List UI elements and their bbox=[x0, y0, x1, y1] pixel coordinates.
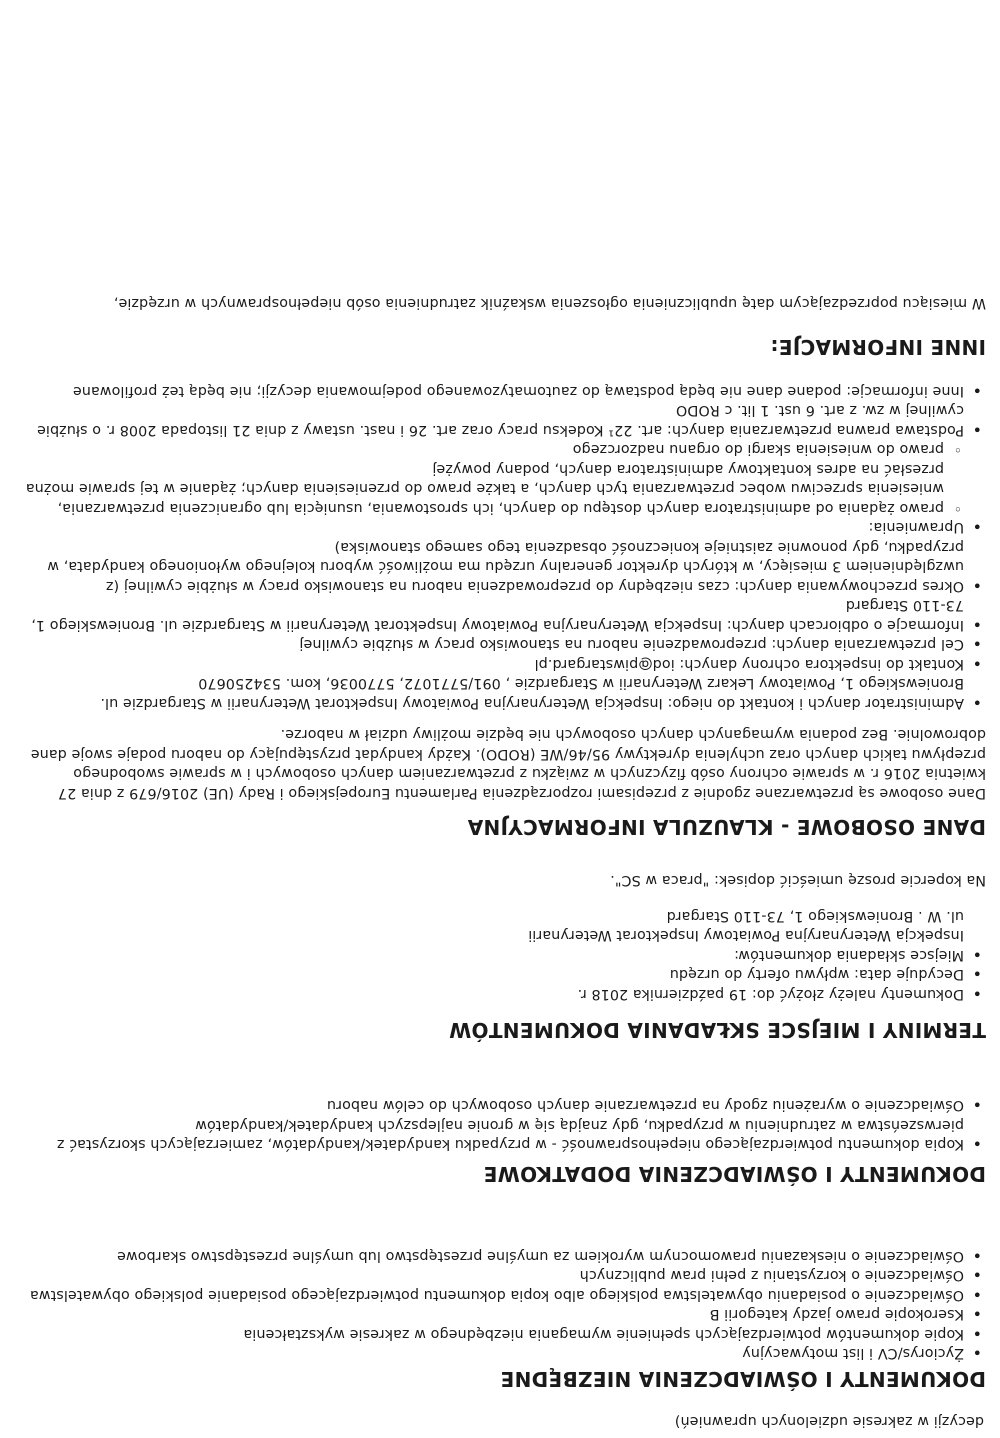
list-item: • Podstawa prawna przetwarzania danych: art. 22¹ Kodeksu pracy oraz art. 26 i nast. ustawy z dnia 21 listopada 2008 r. o służbie cywilnej w zw. z art. 6 ust. 1 lit. c RODO bbox=[24, 400, 986, 439]
list-item: • Kopie dokumentów potwierdzających spełnienie wymagania niezbędnego w zakresie wykształcenia bbox=[24, 1324, 986, 1344]
gdpr-intro: Dane osobowe są przetwarzane zgodnie z przepisami rozporządzenia Parlamentu Europejskiego i Rady (UE) 2016/679 z dnia 27 kwietnia 2016 r. w sprawie ochrony osób fizycznych w związku z przetwarzaniem danych osobowych i w sprawie swobodnego przepływu takich danych oraz uchylenia dyrektywy 95/46/WE (RODO). Każdy kandydat przystępujący do naboru podaje swoje dane dobrowolnie. Bez podania wymaganych danych osobowych nie będzie możliwy udział w naborze. bbox=[30, 726, 986, 801]
other-info-text: W miesiącu poprzedzającym datę upublicznienia ogłoszenia wskaźnik zatrudnienia osób niepełnosprawnych w urzędzie, bbox=[113, 295, 986, 312]
deadlines-list bbox=[24, 945, 986, 1004]
list-item: • Oświadczenie o wyrażeniu zgody na przetwarzanie danych osobowych do celów naboru bbox=[24, 1095, 986, 1115]
gdpr-list bbox=[24, 517, 986, 712]
previous-page-fragment: decyzji w zakresie udzielonych uprawnień) bbox=[674, 1413, 984, 1429]
sub-list-item: ◦ prawo do wniesienia skargi do organu nadzorczego bbox=[24, 439, 962, 459]
section-heading-other-info: INNE INFORMACJE: bbox=[770, 335, 986, 360]
envelope-note: Na kopercie proszę umieścić dopisek: "praca w SC". bbox=[610, 872, 986, 889]
rights-sublist bbox=[24, 439, 986, 517]
list-item: • Kopia dokumentu potwierdzającego niepełnosprawność - w przypadku kandydatek/kandydatów, zamierzających skorzystać z pierwszeństwa w zatrudnieniu w przypadku, gdy znajdą się w gronie najlepszych kandydatek/kandydatów bbox=[24, 1115, 986, 1154]
additional-documents-list bbox=[24, 1095, 986, 1154]
list-item: • Kserokopie prawo jazdy kategorii B bbox=[24, 1304, 986, 1324]
address-line: ul. W . Broniewskiego 1, 73-110 Stargard bbox=[666, 908, 964, 924]
list-item: • Oświadczenie o nieskazaniu prawomocnym wyrokiem za umyślne przestępstwo lub umyślne przestępstwo skarbowe bbox=[24, 1246, 986, 1266]
list-item: • Okres przechowywania danych: czas niezbędny do przeprowadzenia naboru na stanowisko pracy w służbie cywilnej (z uwzględnieniem 3 miesięcy, w których dyrektor generalny urzędu ma możliwość wyboru kolejnego wyłonionego kandydata, w przypadku, gdy ponownie zaistnieje konieczność obsadzenia tego samego stanowiska) bbox=[24, 537, 986, 596]
list-item: • Kontakt do inspektora ochrony danych: iod@piwstargard.pl bbox=[24, 654, 986, 674]
gdpr-list-continued bbox=[24, 381, 986, 440]
list-item: • Oświadczenie o posiadaniu obywatelstwa polskiego albo kopia dokumentu potwierdzającego posiadanie polskiego obywatelstwa bbox=[24, 1285, 986, 1305]
list-item: • Miejsce składania dokumentów: bbox=[24, 945, 986, 965]
list-item: • Życiorys/CV i list motywacyjny bbox=[24, 1343, 986, 1363]
list-item: • Dokumenty należy złożyć do: 19 października 2018 r. bbox=[24, 984, 986, 1004]
address-line: Inspekcja Weterynaryjna Powiatowy Inspektorat Weterynarii bbox=[528, 927, 964, 944]
sub-list-item: ◦ prawo żądania od administratora danych dostępu do danych, ich sprostowania, usunięcia lub ograniczenia przetwarzania, wniesienia sprzeciwu wobec przetwarzania tych danych, a także prawo do przeniesienia danych; żądanie w tej sprawie można przesłać na adres kontaktowy administratora danych, podany powyżej bbox=[24, 459, 962, 518]
list-item: • Decyduje data: wpływu oferty do urzędu bbox=[24, 964, 986, 984]
submission-address bbox=[24, 906, 986, 945]
section-heading-personal-data: DANE OSOBOWE - KLAUZULA INFORMACYJNA bbox=[467, 815, 986, 839]
list-item: • Inne informacje: podane dane nie będą podstawą do zautomatyzowanego podejmowania decyzji; nie będą też profilowane bbox=[24, 381, 986, 401]
list-item: • Informacje o odbiorcach danych: Inspekcja Weterynaryjna Powiatowy Inspektorat Weterynarii w Stargardzie ul. Broniewskiego 1, 73-110 Stargard bbox=[24, 595, 986, 634]
section-heading-deadlines: TERMINY I MIEJSCE SKŁADANIA DOKUMENTÓW bbox=[448, 1018, 986, 1042]
list-item: • Administrator danych i kontakt do niego: Inspekcja Weterynaryjna Powiatowy Inspektorat Weterynarii w Stargardzie ul. Broniewskiego 1, Powiatowy Lekarz Weterynarii w Stargardzie , 091/5771072, 5770036, kom. 534250670 bbox=[24, 673, 986, 712]
section-heading-required-documents: DOKUMENTY I OŚWIADCZENIA NIEZBĘDNE bbox=[500, 1367, 986, 1392]
list-item: • Uprawnienia: bbox=[24, 517, 986, 537]
required-documents-list bbox=[24, 1246, 986, 1363]
list-item: • Cel przetwarzania danych: przeprowadzenie naboru na stanowisko pracy w służbie cywilnej bbox=[24, 634, 986, 654]
section-heading-additional-documents: DOKUMENTY I OŚWIADCZENIA DODATKOWE bbox=[483, 1162, 986, 1187]
list-item: • Oświadczenie o korzystaniu z pełni praw publicznych bbox=[24, 1265, 986, 1285]
